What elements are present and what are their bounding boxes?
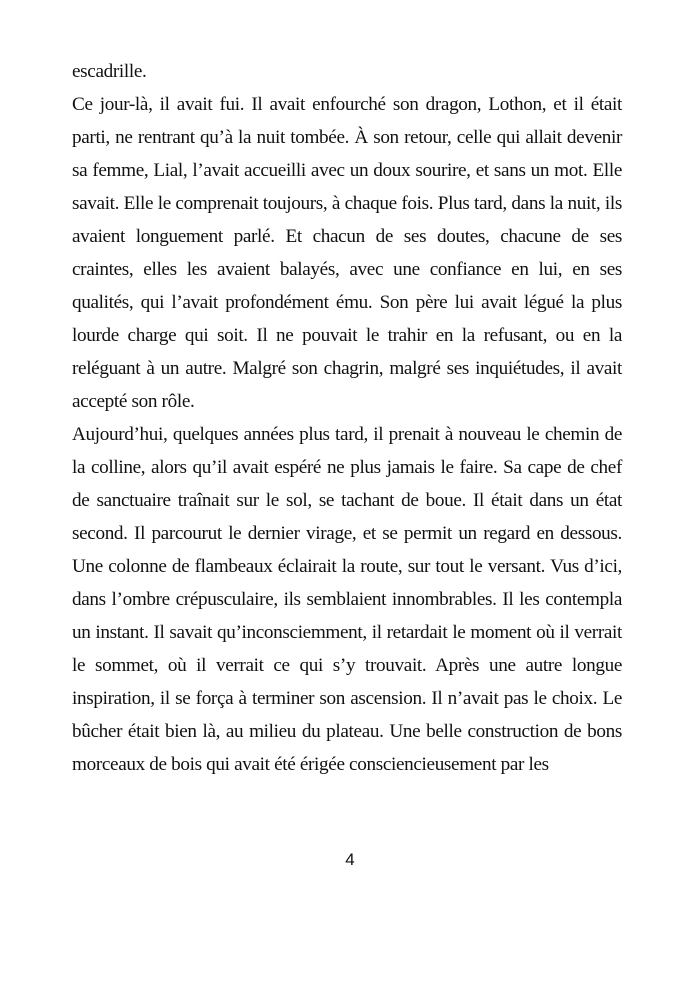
page-number: 4 bbox=[345, 850, 355, 869]
body-text bbox=[72, 55, 622, 781]
paragraph-continuation: escadrille. bbox=[72, 61, 147, 82]
paragraph: Aujourd’hui, quelques années plus tard, il prenait à nouveau le chemin de la colline, alors qu’il avait espéré ne plus jamais le faire. Sa cape de chef de sanctuaire traînait sur le sol, se tachant de boue. Il était dans un état second. Il parcourut le dernier virage, et se permit un regard en dessous. Une colonne de flambeaux éclairait la route, sur tout le versant. Vus d’ici, dans l’ombre crépusculaire, ils semblaient innombrables. Il les contempla un instant. Il savait qu’inconsciemment, il retardait le moment où il verrait le sommet, où il verrait ce qui s’y trouvait. Après une autre longue inspiration, il se força à terminer son ascension. Il n’avait pas le choix. Le bûcher était bien là, au milieu du plateau. Une belle construction de bons morceaux de bois qui avait été érigée consciencieusement par les bbox=[72, 424, 622, 775]
paragraph: Ce jour-là, il avait fui. Il avait enfourché son dragon, Lothon, et il était parti, ne rentrant qu’à la nuit tombée. À son retour, celle qui allait devenir sa femme, Lial, l’avait accueilli avec un doux sourire, et sans un mot. Elle savait. Elle le comprenait toujours, à chaque fois. Plus tard, dans la nuit, ils avaient longuement parlé. Et chacun de ses doutes, chacune de ses craintes, elles les avaient balayés, avec une confiance en lui, en ses qualités, qui l’avait profondément ému. Son père lui avait légué la plus lourde charge qui soit. Il ne pouvait le trahir en la refusant, ou en la reléguant à un autre. Malgré son chagrin, malgré ses inquiétudes, il avait accepté son rôle. bbox=[72, 94, 622, 412]
